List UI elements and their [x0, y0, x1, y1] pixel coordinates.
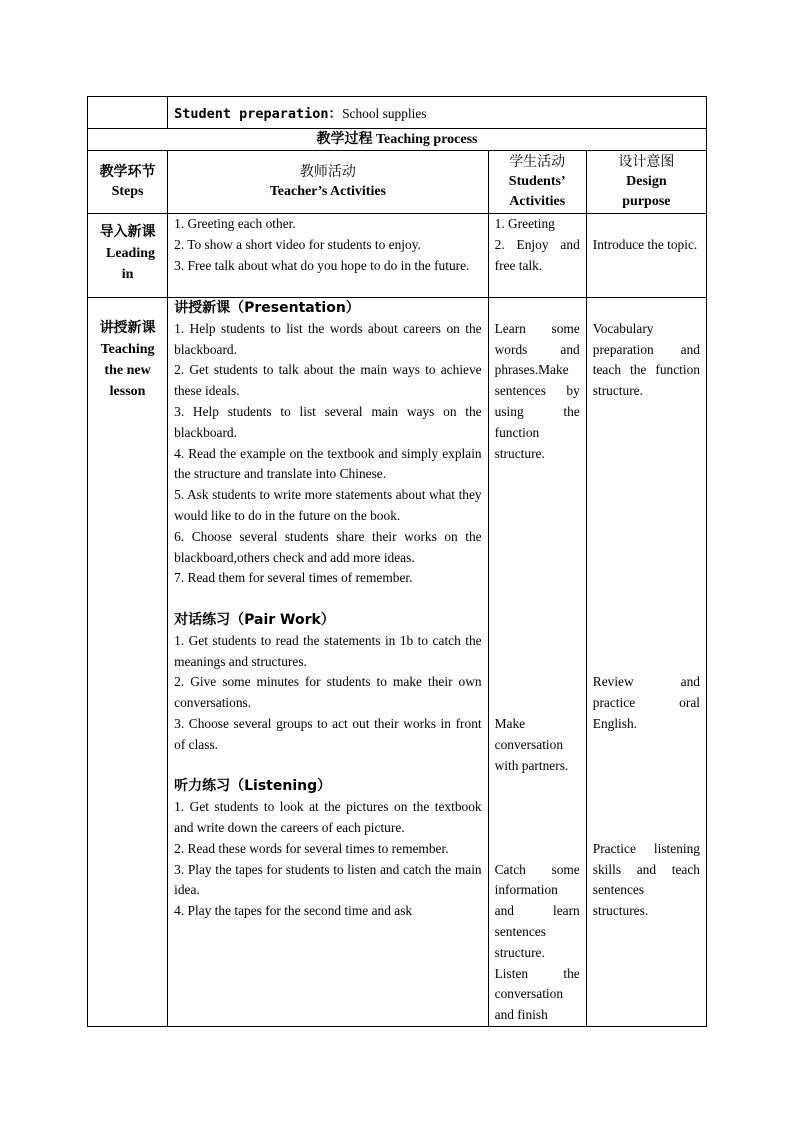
- leading-row: [88, 214, 707, 298]
- process-title: 教学过程 Teaching process: [88, 129, 707, 151]
- listening-item: 4. Play the tapes for the second time and ask: [174, 903, 413, 919]
- leading-teacher-item: 2. To show a short video for students to enjoy.: [174, 236, 421, 252]
- listening-item: 1. Get students to look at the pictures on the textbook and write down the careers of each picture.: [174, 799, 482, 835]
- students-header-zh: 学生活动: [509, 154, 566, 170]
- preparation-cell: [168, 97, 707, 129]
- spacer: [593, 735, 700, 839]
- leading-teacher-item: 1. Greeting each other.: [174, 216, 296, 231]
- teacher-header: [168, 151, 489, 214]
- leading-students-item: 1. Greeting: [494, 216, 555, 231]
- listening-purpose: Practice listening skills and teach sentences structures.: [592, 840, 700, 919]
- spacer: [495, 464, 580, 714]
- teaching-students: [488, 298, 586, 1027]
- leading-teacher-item: 3. Free talk about what do you hope to do in the future.: [174, 257, 470, 273]
- teaching-row: [88, 298, 707, 1027]
- leading-purpose-text: Introduce the topic.: [592, 237, 698, 252]
- design-header-en: Design purpose: [622, 174, 671, 209]
- leading-purpose: [586, 214, 706, 298]
- spacer: [495, 298, 580, 319]
- listening-item: 3. Play the tapes for students to listen and catch the main idea.: [174, 861, 482, 898]
- pairwork-item: 3. Choose several groups to act out their works in front of class.: [174, 715, 482, 752]
- spacer: [174, 589, 482, 610]
- students-header-en: Students’ Activities: [508, 174, 566, 209]
- design-header-zh: 设计意图: [618, 154, 675, 170]
- leading-teacher: [168, 214, 489, 298]
- leading-step: [88, 214, 168, 298]
- leading-students-item: 2. Enjoy and free talk.: [494, 236, 580, 273]
- listening-students: Listen the conversation and finish: [494, 965, 580, 1023]
- steps-header: [88, 151, 168, 214]
- teaching-step-en: Teaching the new lesson: [100, 342, 155, 399]
- lesson-plan-page: [87, 96, 707, 1027]
- spacer: [495, 776, 580, 859]
- lesson-plan-table: [87, 96, 707, 1027]
- listening-item: 2. Read these words for several times to remember.: [174, 840, 449, 856]
- presentation-item: 7. Read them for several times of remember.: [174, 570, 413, 586]
- listening-students: Catch some information and learn sentences structure.: [494, 861, 580, 960]
- presentation-item: 6. Choose several students share their works on the blackboard,others check and add more ideas.: [174, 528, 482, 565]
- steps-header-zh: 教学环节: [99, 164, 156, 180]
- listening-title: 听力练习（Listening）: [174, 778, 332, 795]
- pairwork-item: 2. Give some minutes for students to make their own conversations.: [174, 674, 482, 711]
- presentation-item: 5. Ask students to write more statements about what they would like to do in the future on the book.: [174, 487, 482, 523]
- teaching-teacher: [168, 298, 489, 1027]
- teaching-step-zh: 讲授新课: [99, 320, 156, 336]
- spacer: [174, 756, 482, 777]
- preparation-row: [88, 97, 707, 129]
- teacher-header-zh: 教师活动: [299, 164, 356, 180]
- preparation-label: Student preparation：: [174, 106, 343, 122]
- presentation-item: 4. Read the example on the textbook and simply explain the structure and translate into Chinese.: [174, 445, 482, 482]
- steps-header-en: Steps: [111, 184, 144, 199]
- pairwork-title: 对话练习（Pair Work）: [174, 611, 335, 628]
- design-header: [586, 151, 706, 214]
- leading-step-en: Leading in: [106, 246, 156, 282]
- teaching-step: [88, 298, 168, 1027]
- preparation-empty-cell: [88, 97, 168, 129]
- teaching-purpose: [586, 298, 706, 1027]
- pairwork-students: Make conversation with partners.: [494, 715, 569, 773]
- presentation-item: 1. Help students to list the words about careers on the blackboard.: [174, 320, 482, 357]
- preparation-value: School supplies: [342, 106, 427, 121]
- presentation-item: 3. Help students to list several main ways on the blackboard.: [174, 403, 482, 440]
- leading-students: [488, 214, 586, 298]
- presentation-students: Learn some words and phrases.Make sentences by using the function structure.: [494, 320, 580, 461]
- teacher-header-en: Teacher’s Activities: [269, 184, 386, 199]
- presentation-title: 讲授新课（Presentation）: [174, 300, 360, 316]
- presentation-item: 2. Get students to talk about the main ways to achieve these ideals.: [174, 362, 482, 399]
- students-header: [488, 151, 586, 214]
- header-row: [88, 151, 707, 214]
- spacer: [593, 402, 700, 672]
- leading-step-zh: 导入新课: [99, 224, 156, 240]
- spacer: [593, 298, 700, 319]
- presentation-purpose: Vocabulary preparation and teach the function structure.: [592, 320, 700, 399]
- process-title-row: [88, 129, 707, 151]
- pairwork-purpose: Review and practice oral English.: [592, 674, 700, 731]
- pairwork-item: 1. Get students to read the statements in 1b to catch the meanings and structures.: [174, 632, 482, 669]
